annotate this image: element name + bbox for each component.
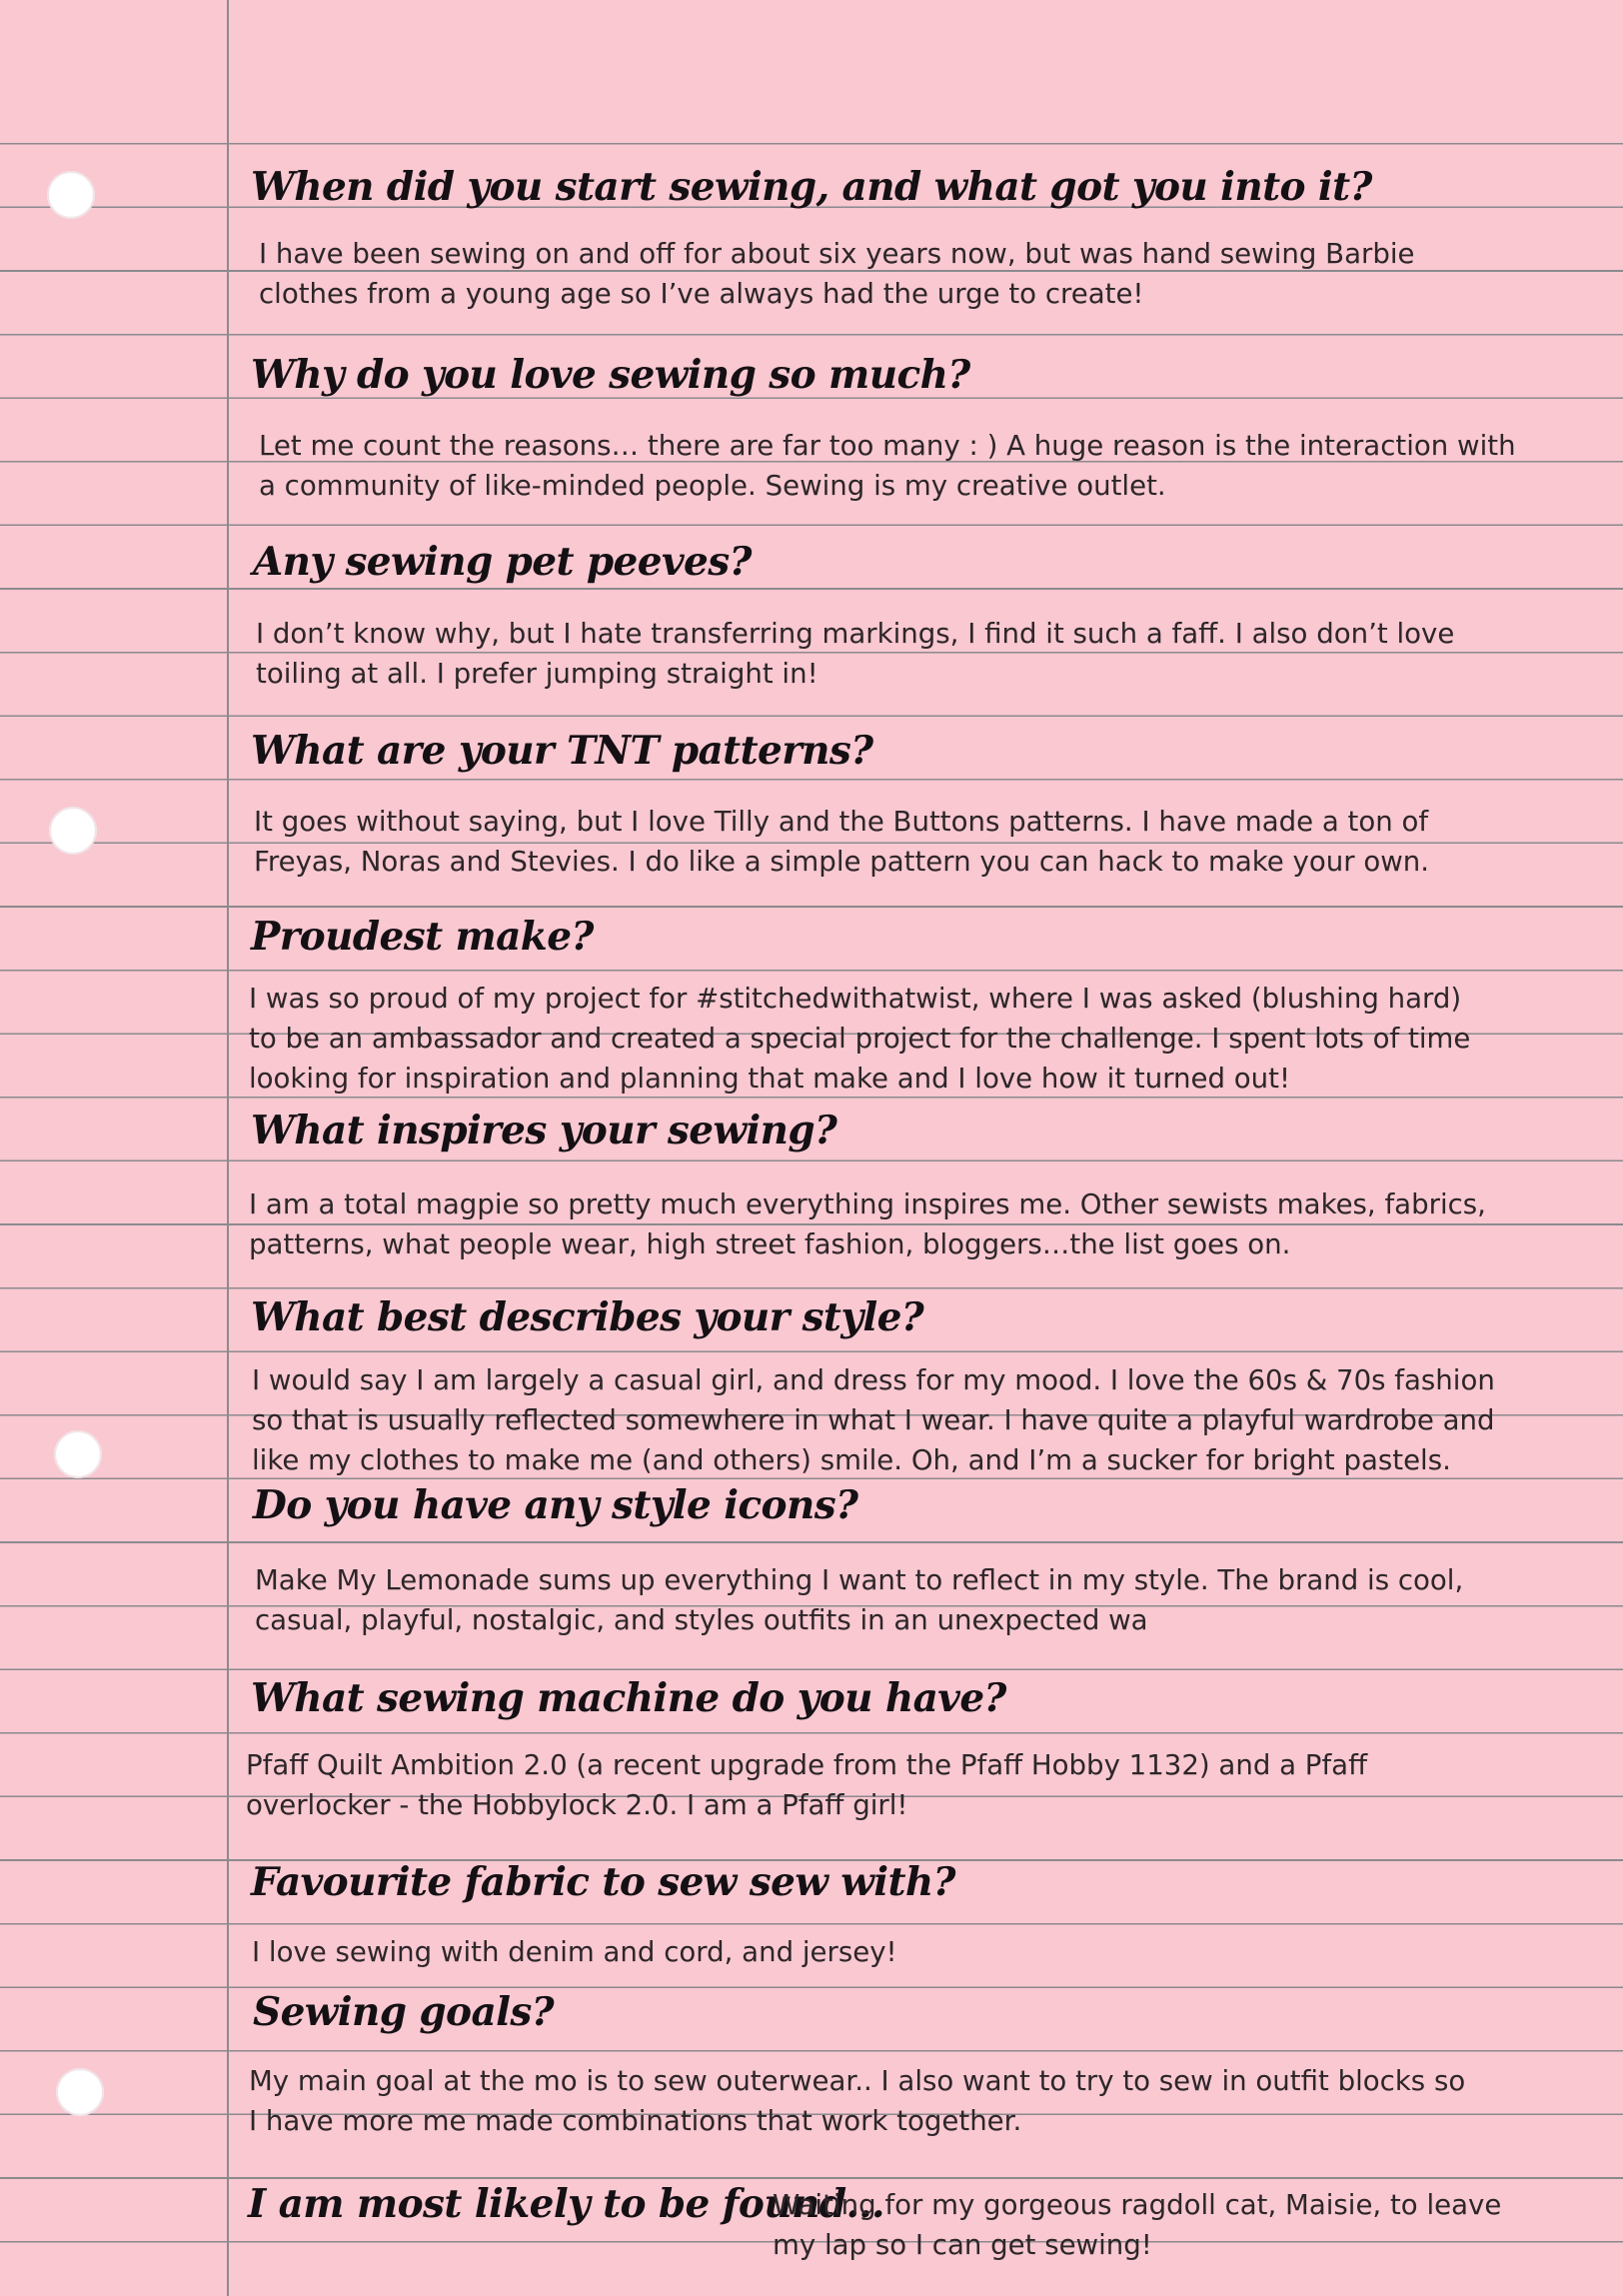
punch-hole-4 xyxy=(56,2068,104,2116)
question-heading: When did you start sewing, and what got you into it? xyxy=(251,164,1372,210)
answer-text: Let me count the reasons… there are far too many : ) A huge reason is the interaction with a community of like-minded people. Sewing is my creative outlet. xyxy=(259,429,1516,502)
margin-line xyxy=(227,0,229,2296)
question-heading: What sewing machine do you have? xyxy=(251,1675,1006,1721)
answer-text: I would say I am largely a casual girl, and dress for my mood. I love the 60s & 70s fashion so that is usually reflected somewhere in what I wear. I have quite a playful wardrobe and like my clothes to make me (and others) smile. Oh, and I’m a sucker for bright pastels. xyxy=(252,1363,1495,1476)
answer-text: Make My Lemonade sums up everything I want to reflect in my style. The brand is cool, casual, playful, nostalgic, and styles outfits in an unexpected wa xyxy=(255,1563,1464,1636)
question-heading: What best describes your style? xyxy=(251,1294,924,1340)
punch-hole-3 xyxy=(54,1430,102,1478)
answer-text: I don’t know why, but I hate transferring markings, I find it such a faff. I also don’t love toiling at all. I prefer jumping straight in! xyxy=(256,617,1455,690)
answer-text: It goes without saying, but I love Tilly and the Buttons patterns. I have made a ton of Freyas, Noras and Stevies. I do like a simple pattern you can hack to make your own. xyxy=(254,805,1430,878)
question-heading: What inspires your sewing? xyxy=(251,1108,837,1153)
question-heading: Do you have any style icons? xyxy=(253,1482,858,1528)
question-heading: Proudest make? xyxy=(251,914,594,960)
question-heading: I am most likely to be found… xyxy=(248,2181,884,2227)
answer-text: My main goal at the mo is to sew outerwear.. I also want to try to sew in outfit blocks so I have more me made combinations that work together. xyxy=(249,2064,1466,2137)
answer-text: I was so proud of my project for #stitchedwithatwist, where I was asked (blushing hard) to be an ambassador and created a special project for the challenge. I spent lots of time looking for inspiration and planning that make and I love how it turned out! xyxy=(249,982,1471,1095)
question-heading: What are your TNT patterns? xyxy=(251,728,873,774)
question-heading: Why do you love sewing so much? xyxy=(251,352,970,398)
answer-text: I am a total magpie so pretty much everything inspires me. Other sewists makes, fabrics, patterns, what people wear, high street fashion, bloggers…the list goes on. xyxy=(249,1187,1486,1260)
punch-hole-1 xyxy=(47,171,95,219)
answer-text: I love sewing with denim and cord, and jersey! xyxy=(252,1935,897,1968)
question-heading: Sewing goals? xyxy=(253,1989,554,2035)
punch-hole-2 xyxy=(49,807,97,855)
question-heading: Favourite fabric to sew sew with? xyxy=(251,1859,955,1905)
question-heading: Any sewing pet peeves? xyxy=(253,539,752,585)
answer-text: Pfaff Quilt Ambition 2.0 (a recent upgrade from the Pfaff Hobby 1132) and a Pfaff overlocker - the Hobbylock 2.0. I am a Pfaff girl! xyxy=(246,1748,1368,1821)
answer-text: I have been sewing on and off for about six years now, but was hand sewing Barbie clothes from a young age so I’ve always had the urge to create! xyxy=(259,237,1415,310)
answer-text: Waiting for my gorgeous ragdoll cat, Maisie, to leave my lap so I can get sewing! xyxy=(773,2188,1502,2261)
